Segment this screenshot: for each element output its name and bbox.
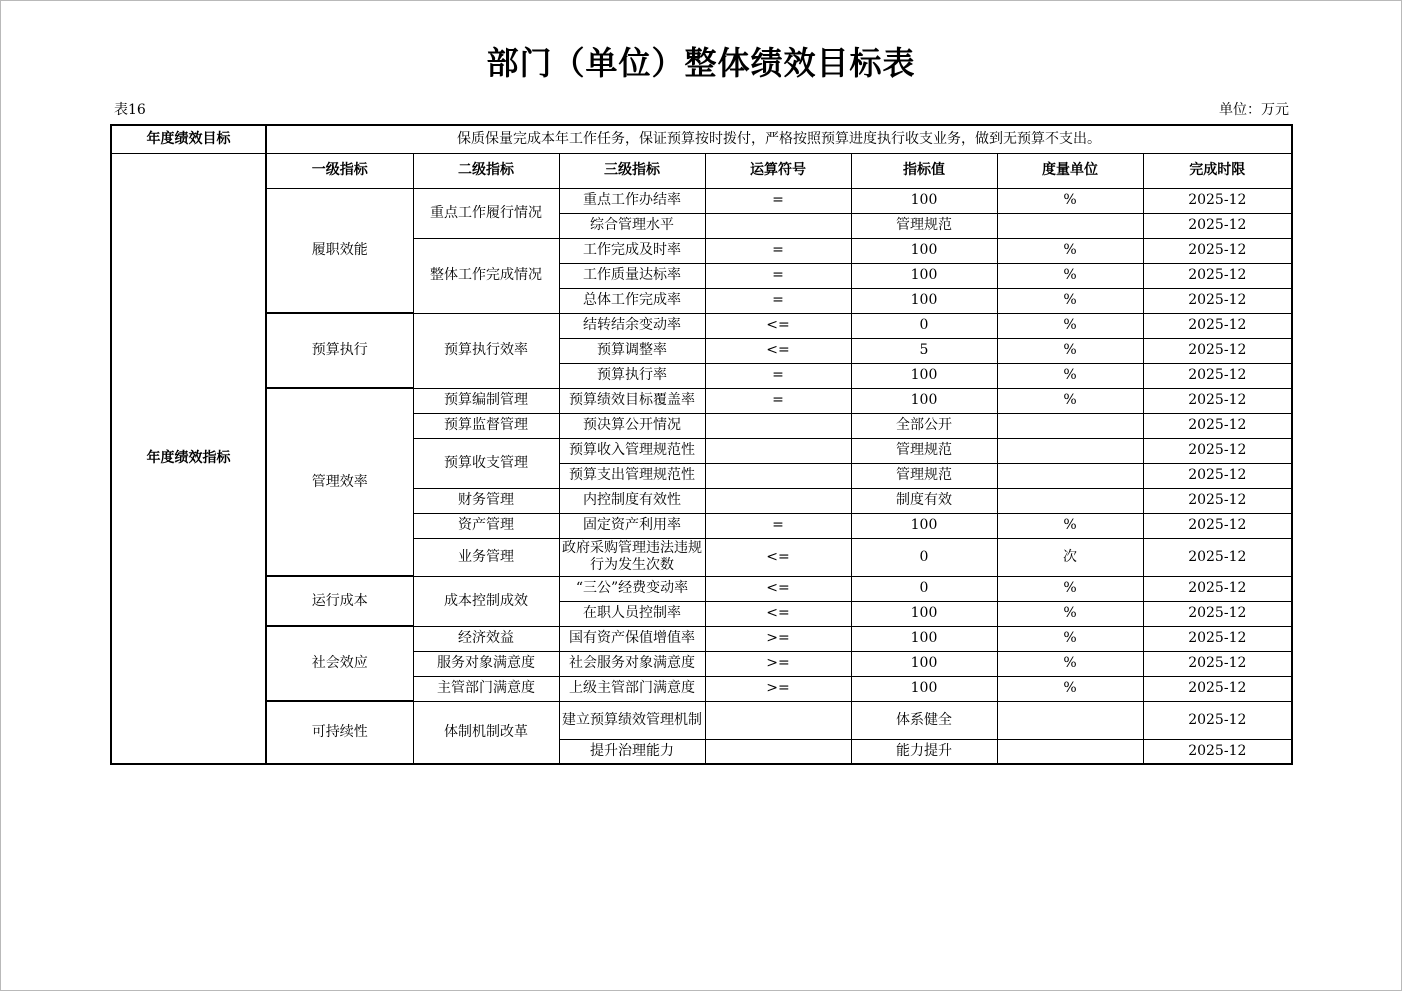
operator-cell <box>705 213 851 238</box>
level3-indicator: 国有资产保值增值率 <box>559 626 705 651</box>
level3-indicator: 提升治理能力 <box>559 739 705 764</box>
column-header: 三级指标 <box>559 153 705 188</box>
measure-unit-cell <box>997 463 1143 488</box>
level2-indicator: 经济效益 <box>413 626 559 651</box>
deadline-cell: 2025-12 <box>1143 438 1292 463</box>
table-number: 表16 <box>114 102 146 118</box>
level2-indicator: 重点工作履行情况 <box>413 188 559 238</box>
level1-indicator: 社会效应 <box>266 626 413 701</box>
operator-cell <box>705 438 851 463</box>
table-row <box>111 701 1292 739</box>
level3-indicator: 政府采购管理违法违规行为发生次数 <box>559 538 705 576</box>
measure-unit-cell: % <box>997 263 1143 288</box>
measure-unit-cell: % <box>997 513 1143 538</box>
target-value-cell: 0 <box>851 313 997 338</box>
target-value-cell: 全部公开 <box>851 413 997 438</box>
target-value-cell: 100 <box>851 513 997 538</box>
deadline-cell: 2025-12 <box>1143 188 1292 213</box>
operator-cell <box>705 413 851 438</box>
column-header: 指标值 <box>851 153 997 188</box>
measure-unit-cell <box>997 488 1143 513</box>
operator-cell <box>705 463 851 488</box>
goal-row <box>111 125 1292 153</box>
level3-indicator: 内控制度有效性 <box>559 488 705 513</box>
target-value-cell: 0 <box>851 576 997 601</box>
target-value-cell: 5 <box>851 338 997 363</box>
level1-indicator: 履职效能 <box>266 188 413 313</box>
column-header: 运算符号 <box>705 153 851 188</box>
deadline-cell: 2025-12 <box>1143 601 1292 626</box>
level3-indicator: 上级主管部门满意度 <box>559 676 705 701</box>
measure-unit-cell: % <box>997 238 1143 263</box>
operator-cell: = <box>705 238 851 263</box>
measure-unit-cell: % <box>997 363 1143 388</box>
level3-indicator: 预算收入管理规范性 <box>559 438 705 463</box>
measure-unit-cell <box>997 413 1143 438</box>
operator-cell: = <box>705 363 851 388</box>
level3-indicator: 重点工作办结率 <box>559 188 705 213</box>
level3-indicator: 结转结余变动率 <box>559 313 705 338</box>
level2-indicator: 预算编制管理 <box>413 388 559 413</box>
level3-indicator: 预决算公开情况 <box>559 413 705 438</box>
level1-indicator: 管理效率 <box>266 388 413 576</box>
operator-cell: = <box>705 188 851 213</box>
target-value-cell: 100 <box>851 676 997 701</box>
table-body <box>111 125 1292 764</box>
deadline-cell: 2025-12 <box>1143 576 1292 601</box>
goal-text: 保质保量完成本年工作任务，保证预算按时拨付，严格按照预算进度执行收支业务，做到无预算不支出。 <box>266 125 1292 153</box>
target-value-cell: 管理规范 <box>851 463 997 488</box>
level3-indicator: 工作质量达标率 <box>559 263 705 288</box>
indicator-label: 年度绩效指标 <box>111 153 266 764</box>
deadline-cell: 2025-12 <box>1143 363 1292 388</box>
deadline-cell: 2025-12 <box>1143 626 1292 651</box>
deadline-cell: 2025-12 <box>1143 488 1292 513</box>
level2-indicator: 预算收支管理 <box>413 438 559 488</box>
column-header: 度量单位 <box>997 153 1143 188</box>
level2-indicator: 业务管理 <box>413 538 559 576</box>
operator-cell <box>705 739 851 764</box>
target-value-cell: 管理规范 <box>851 438 997 463</box>
header-row <box>111 153 1292 188</box>
level3-indicator: 建立预算绩效管理机制 <box>559 701 705 739</box>
measure-unit-cell: % <box>997 676 1143 701</box>
operator-cell: = <box>705 513 851 538</box>
deadline-cell: 2025-12 <box>1143 701 1292 739</box>
target-value-cell: 100 <box>851 601 997 626</box>
measure-unit-cell <box>997 739 1143 764</box>
target-value-cell: 100 <box>851 651 997 676</box>
target-value-cell: 制度有效 <box>851 488 997 513</box>
target-value-cell: 体系健全 <box>851 701 997 739</box>
level2-indicator: 预算执行效率 <box>413 313 559 388</box>
operator-cell: >= <box>705 676 851 701</box>
column-header: 二级指标 <box>413 153 559 188</box>
level2-indicator: 预算监督管理 <box>413 413 559 438</box>
level3-indicator: 总体工作完成率 <box>559 288 705 313</box>
deadline-cell: 2025-12 <box>1143 238 1292 263</box>
target-value-cell: 管理规范 <box>851 213 997 238</box>
page-title: 部门（单位）整体绩效目标表 <box>486 44 916 82</box>
deadline-cell: 2025-12 <box>1143 263 1292 288</box>
measure-unit-cell: % <box>997 188 1143 213</box>
operator-cell: <= <box>705 601 851 626</box>
level3-indicator: 预算支出管理规范性 <box>559 463 705 488</box>
unit-label: 单位：万元 <box>1219 102 1289 118</box>
level2-indicator: 成本控制成效 <box>413 576 559 626</box>
deadline-cell: 2025-12 <box>1143 388 1292 413</box>
level3-indicator: “三公”经费变动率 <box>559 576 705 601</box>
operator-cell: >= <box>705 651 851 676</box>
level3-indicator: 预算执行率 <box>559 363 705 388</box>
deadline-cell: 2025-12 <box>1143 513 1292 538</box>
table-row <box>111 626 1292 651</box>
operator-cell: <= <box>705 576 851 601</box>
level2-indicator: 主管部门满意度 <box>413 676 559 701</box>
target-value-cell: 100 <box>851 288 997 313</box>
table-row <box>111 576 1292 601</box>
level2-indicator: 整体工作完成情况 <box>413 238 559 313</box>
performance-table <box>110 124 1293 765</box>
target-value-cell: 100 <box>851 363 997 388</box>
measure-unit-cell: % <box>997 576 1143 601</box>
measure-unit-cell: % <box>997 601 1143 626</box>
operator-cell: = <box>705 388 851 413</box>
measure-unit-cell: % <box>997 338 1143 363</box>
deadline-cell: 2025-12 <box>1143 213 1292 238</box>
level1-indicator: 可持续性 <box>266 701 413 764</box>
operator-cell: <= <box>705 338 851 363</box>
table-row <box>111 388 1292 413</box>
target-value-cell: 100 <box>851 626 997 651</box>
operator-cell: <= <box>705 313 851 338</box>
table-row <box>111 188 1292 213</box>
column-header: 一级指标 <box>266 153 413 188</box>
target-value-cell: 100 <box>851 188 997 213</box>
operator-cell <box>705 488 851 513</box>
level3-indicator: 社会服务对象满意度 <box>559 651 705 676</box>
measure-unit-cell: % <box>997 388 1143 413</box>
deadline-cell: 2025-12 <box>1143 538 1292 576</box>
measure-unit-cell <box>997 701 1143 739</box>
target-value-cell: 能力提升 <box>851 739 997 764</box>
deadline-cell: 2025-12 <box>1143 288 1292 313</box>
level2-indicator: 体制机制改革 <box>413 701 559 764</box>
level3-indicator: 综合管理水平 <box>559 213 705 238</box>
level3-indicator: 工作完成及时率 <box>559 238 705 263</box>
level3-indicator: 预算绩效目标覆盖率 <box>559 388 705 413</box>
operator-cell <box>705 701 851 739</box>
target-value-cell: 0 <box>851 538 997 576</box>
deadline-cell: 2025-12 <box>1143 313 1292 338</box>
goal-label: 年度绩效目标 <box>111 125 266 153</box>
measure-unit-cell: % <box>997 288 1143 313</box>
deadline-cell: 2025-12 <box>1143 676 1292 701</box>
table-row <box>111 313 1292 338</box>
level1-indicator: 运行成本 <box>266 576 413 626</box>
deadline-cell: 2025-12 <box>1143 651 1292 676</box>
level3-indicator: 在职人员控制率 <box>559 601 705 626</box>
target-value-cell: 100 <box>851 388 997 413</box>
measure-unit-cell <box>997 438 1143 463</box>
level1-indicator: 预算执行 <box>266 313 413 388</box>
measure-unit-cell <box>997 213 1143 238</box>
deadline-cell: 2025-12 <box>1143 338 1292 363</box>
measure-unit-cell: 次 <box>997 538 1143 576</box>
level2-indicator: 资产管理 <box>413 513 559 538</box>
operator-cell: >= <box>705 626 851 651</box>
level3-indicator: 固定资产利用率 <box>559 513 705 538</box>
deadline-cell: 2025-12 <box>1143 463 1292 488</box>
level2-indicator: 财务管理 <box>413 488 559 513</box>
deadline-cell: 2025-12 <box>1143 413 1292 438</box>
measure-unit-cell: % <box>997 651 1143 676</box>
operator-cell: = <box>705 288 851 313</box>
target-value-cell: 100 <box>851 263 997 288</box>
measure-unit-cell: % <box>997 626 1143 651</box>
level3-indicator: 预算调整率 <box>559 338 705 363</box>
deadline-cell: 2025-12 <box>1143 739 1292 764</box>
level2-indicator: 服务对象满意度 <box>413 651 559 676</box>
column-header: 完成时限 <box>1143 153 1292 188</box>
operator-cell: = <box>705 263 851 288</box>
target-value-cell: 100 <box>851 238 997 263</box>
measure-unit-cell: % <box>997 313 1143 338</box>
operator-cell: <= <box>705 538 851 576</box>
